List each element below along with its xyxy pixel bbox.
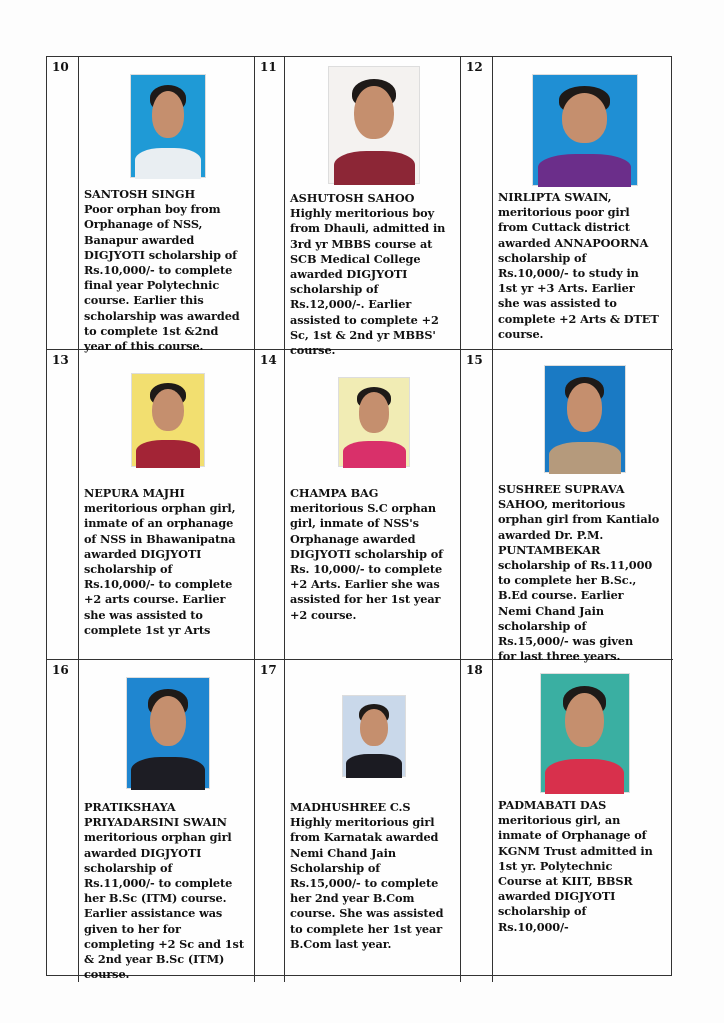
- entry-number: 18: [461, 660, 493, 982]
- entry-cell-16: [79, 660, 255, 982]
- entry-cell-12: [493, 57, 673, 350]
- entry-cell-18: [493, 660, 673, 982]
- student-name: SUSHREE SUPRAVA: [498, 482, 625, 496]
- entry-number: 14: [255, 350, 285, 660]
- student-photo: [127, 678, 209, 788]
- student-description: Poor orphan boy from Orphanage of NSS, Banapur awarded DIGJYOTI scholarship of Rs.10,000/- to complete final year Polytechnic course. Earlier this scholarship was awarded to complete 1st &2nd year of this course.: [84, 202, 240, 354]
- entry-number: 17: [255, 660, 285, 982]
- entry-cell-11: [285, 57, 461, 358]
- student-description: Highly meritorious girl from Karnatak awarded Nemi Chand Jain Scholarship of Rs.15,000/- to complete her 2nd year B.Com course. She was assisted to complete her 1st year B.Com last year.: [290, 815, 444, 951]
- entry-number: 15: [461, 350, 493, 660]
- entry-number: 12: [461, 57, 493, 350]
- entry-cell-17: [285, 660, 461, 982]
- entry-cell-10: [79, 57, 255, 354]
- student-photo: [541, 674, 629, 792]
- student-name: CHAMPA BAG: [290, 486, 379, 500]
- entry-cell-13: [79, 350, 255, 660]
- student-name: ASHUTOSH SAHOO: [290, 191, 415, 205]
- student-description: meritorious girl, an inmate of Orphanage of KGNM Trust admitted in 1st yr. Polytechnic Course at KIIT, BBSR awarded DIGJYOTI scholarship of Rs.10,000/-: [498, 813, 653, 934]
- student-name: NEPURA MAJHI: [84, 486, 185, 500]
- student-name: NIRLIPTA SWAIN,: [498, 190, 612, 204]
- student-photo: [545, 366, 625, 472]
- student-name: PRATIKSHAYA: [84, 800, 176, 814]
- entry-number: 11: [255, 57, 285, 350]
- student-description: meritorious S.C orphan girl, inmate of NSS's Orphanage awarded DIGJYOTI scholarship of Rs. 10,000/- to complete +2 Arts. Earlier she was assisted for her 1st year +2 course.: [290, 501, 443, 622]
- student-name: MADHUSHREE C.S: [290, 800, 411, 814]
- entry-cell-14: [285, 350, 461, 660]
- scholarship-table: [46, 56, 672, 982]
- student-photo: [329, 67, 419, 183]
- student-description: meritorious poor girl from Cuttack district awarded ANNAPOORNA scholarship of Rs.10,000/- to study in 1st yr +3 Arts. Earlier she was assisted to complete +2 Arts & DTET course.: [498, 205, 659, 341]
- student-description: meritorious orphan girl, inmate of an orphanage of NSS in Bhawanipatna awarded DIGJYOTI scholarship of Rs.10,000/- to complete +2 arts course. Earlier she was assisted to complete 1st yr Arts: [84, 501, 236, 637]
- entry-number: 10: [47, 57, 79, 350]
- student-photo: [131, 75, 205, 177]
- entry-cell-15: [493, 350, 673, 664]
- student-description: Highly meritorious boy from Dhauli, admitted in 3rd yr MBBS course at SCB Medical College awarded DIGJYOTI scholarship of Rs.12,000/-. Earlier assisted to complete +2 Sc, 1st & 2nd yr MBBS' course.: [290, 206, 446, 358]
- student-photo: [343, 696, 405, 776]
- student-description: PRIYADARSINI SWAIN meritorious orphan girl awarded DIGJYOTI scholarship of Rs.11,000/- to complete her B.Sc (ITM) course. Earlier assistance was given to her for completing +2 Sc and 1st & 2nd year B.Sc (ITM) course.: [84, 815, 244, 982]
- student-name: PADMABATI DAS: [498, 798, 607, 812]
- entry-number: 16: [47, 660, 79, 982]
- student-photo: [339, 378, 409, 466]
- student-description: SAHOO, meritorious orphan girl from Kantialo awarded Dr. P.M. PUNTAMBEKAR scholarship of Rs.11,000 to complete her B.Sc., B.Ed course. Earlier Nemi Chand Jain scholarship of Rs.15,000/- was given for last three years.: [498, 497, 660, 664]
- student-photo: [132, 374, 204, 466]
- entry-number: 13: [47, 350, 79, 660]
- student-photo: [533, 75, 637, 185]
- student-name: SANTOSH SINGH: [84, 187, 196, 201]
